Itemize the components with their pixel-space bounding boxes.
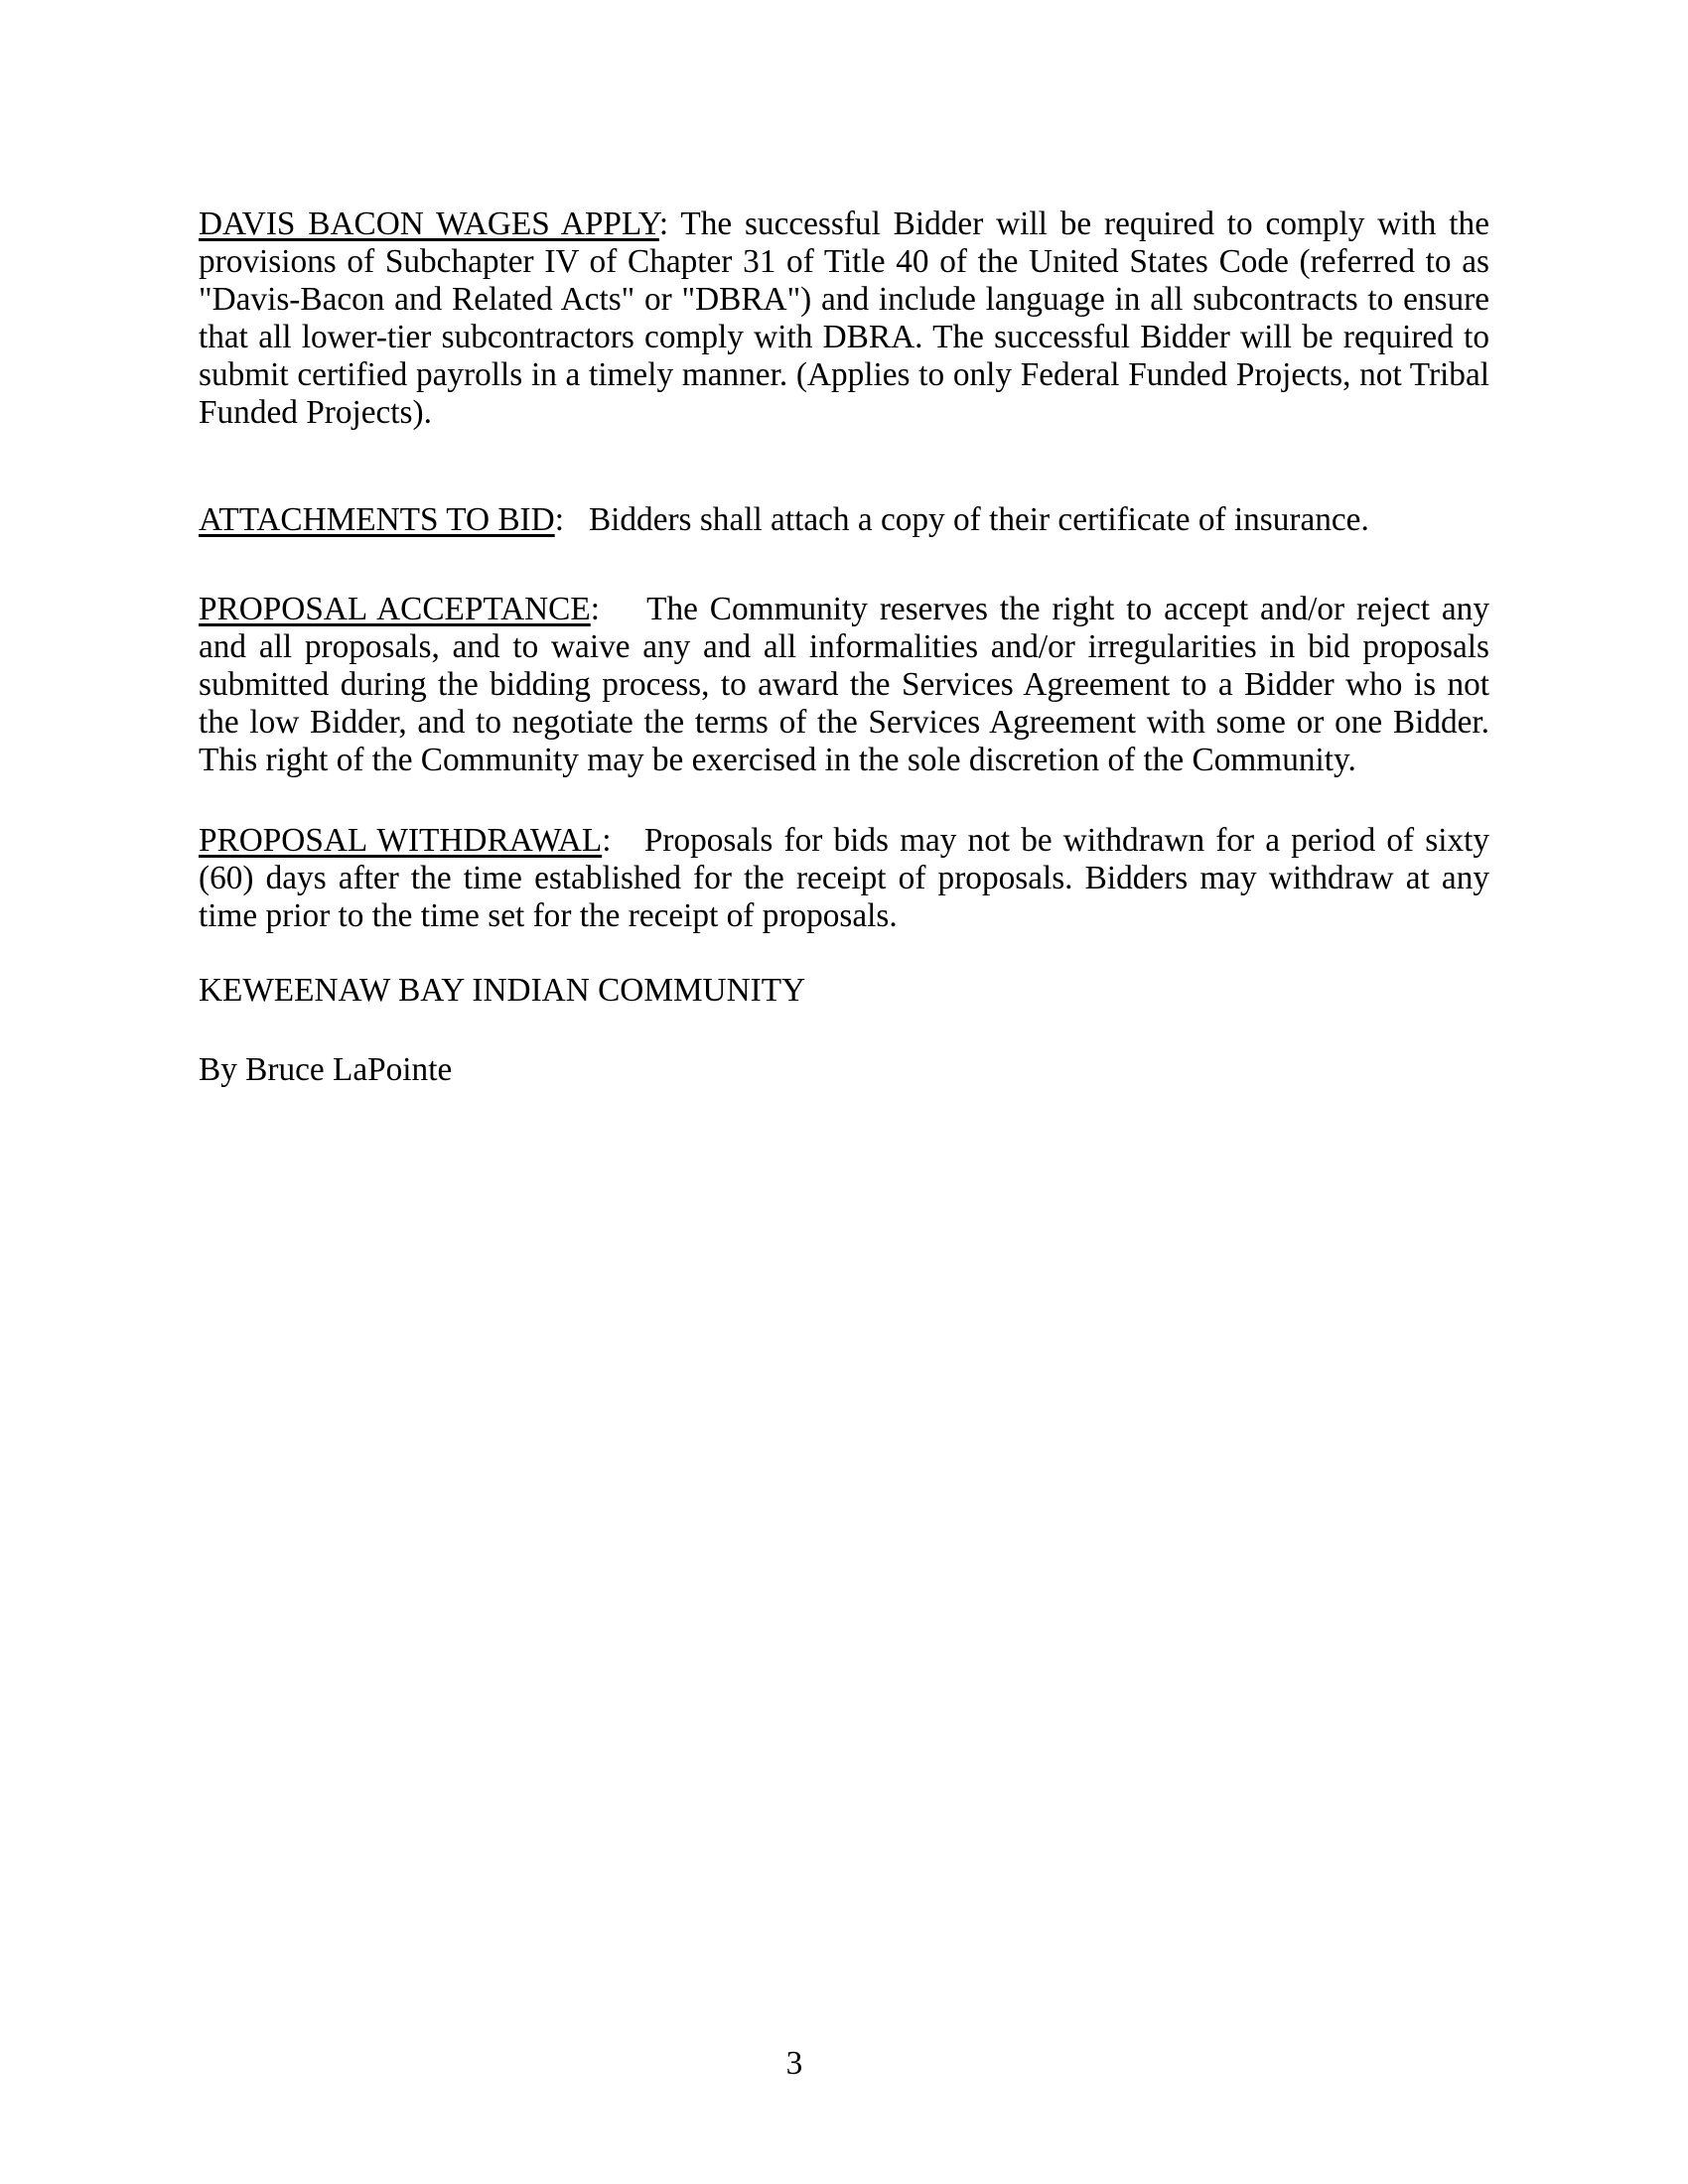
paragraph-body: The successful Bidder will be required to comply with the provisions of Subchapter IV of Chapter 31 of Title 40 of the United States Code (referred to as "Davis-Bacon and Related Acts" or "DBRA") and include language in all subcontracts to ensure that all lower-tier subcontractors comply with DBRA. The successful Bidder will be required to submit certified payrolls in a timely manner. (Applies to only Federal Funded Projects, not Tribal Funded Projects). [199,205,1489,431]
section-heading-proposal-withdrawal: PROPOSAL WITHDRAWAL [199,822,603,859]
document-body [199,205,1489,1089]
section-heading-davis-bacon-wages: DAVIS BACON WAGES APPLY [199,205,659,242]
paragraph-proposal-withdrawal [199,822,1489,935]
section-heading-attachments-to-bid: ATTACHMENTS TO BID [199,501,555,538]
paragraph-proposal-acceptance [199,591,1489,779]
signature-name: By Bruce LaPointe [199,1051,453,1088]
heading-separator: : [658,205,681,242]
paragraph-attachments-to-bid [199,501,1489,539]
paragraph-body: Proposals for bids may not be withdrawn for a period of sixty (60) days after the time established for the receipt of proposals. Bidders may withdraw at any time prior to the time set for the receipt of proposals. [199,822,1490,934]
paragraph-body: Bidders shall attach a copy of their certificate of insurance. [588,501,1369,538]
heading-separator: : [602,822,644,859]
signature-organization: KEWEENAW BAY INDIAN COMMUNITY [199,972,806,1009]
page-footer [199,2045,1390,2083]
page-number: 3 [785,2045,803,2082]
section-heading-proposal-acceptance: PROPOSAL ACCEPTANCE [199,591,591,627]
heading-separator: : [554,501,589,538]
paragraph-body: The Community reserves the right to accept and/or reject any and all proposals, and to waive any and all informalities and/or irregularities in bid proposals submitted during the bidding process, to award the Services Agreement to a Bidder who is not the low Bidder, and to negotiate the terms of the Services Agreement with some or one Bidder. This right of the Community may be exercised in the sole discretion of the Community. [199,591,1489,778]
paragraph-davis-bacon-wages [199,205,1489,432]
heading-separator: : [590,591,647,627]
